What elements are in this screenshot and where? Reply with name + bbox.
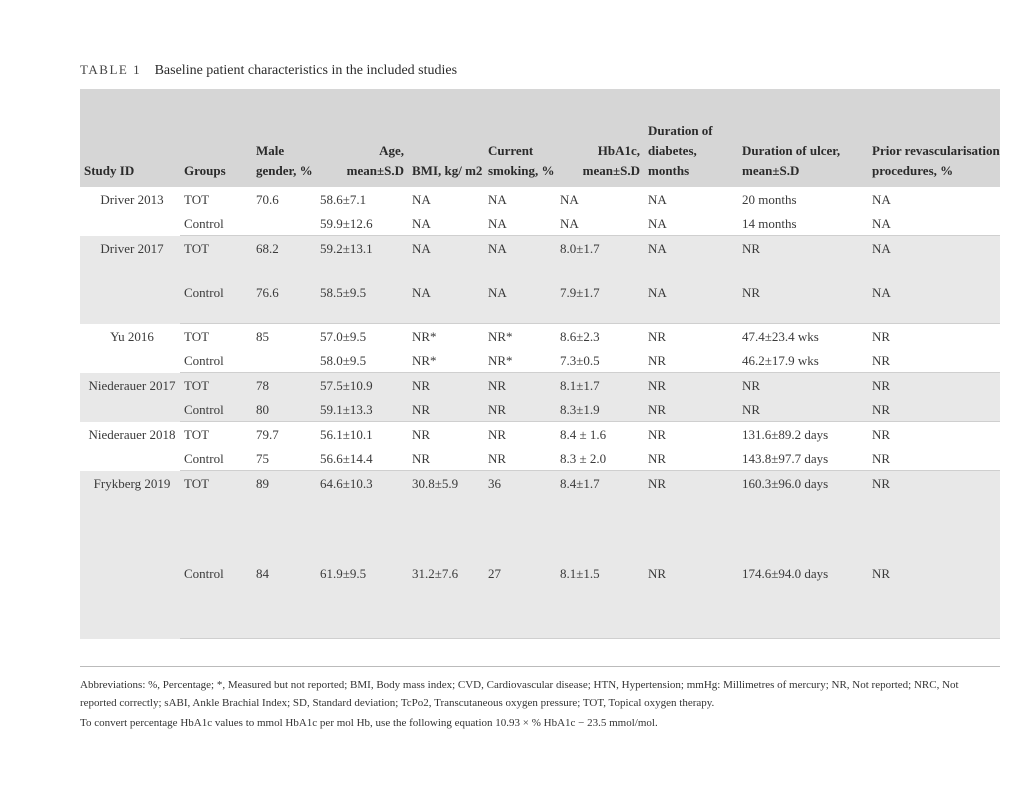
cell-group: Control bbox=[180, 348, 252, 373]
cell-male-gender bbox=[252, 348, 316, 373]
cell-diabetes-duration: NR bbox=[648, 427, 667, 442]
table-body bbox=[80, 187, 1000, 639]
cell-group: TOT bbox=[184, 192, 210, 207]
cell-revascularisation: NA bbox=[872, 192, 891, 207]
cell-study-id: Niederauer 2017 bbox=[88, 377, 176, 393]
cell-revascularisation: NR bbox=[872, 378, 891, 393]
cell-group: TOT bbox=[184, 241, 210, 256]
cell-diabetes-duration: NA bbox=[644, 211, 738, 236]
cell-revascularisation: NR bbox=[868, 397, 1000, 422]
table-label: TABLE 1 bbox=[80, 62, 142, 77]
cell-smoking: NR bbox=[484, 446, 556, 471]
cell-smoking: NR bbox=[488, 427, 507, 442]
cell-diabetes-duration: NR bbox=[644, 446, 738, 471]
cell-diabetes-duration: NR bbox=[644, 561, 738, 639]
cell-age: 59.2±13.1 bbox=[320, 241, 373, 256]
cell-diabetes-duration: NR bbox=[648, 476, 667, 491]
cell-hba1c: NA bbox=[556, 211, 644, 236]
cell-revascularisation: NA bbox=[872, 241, 891, 256]
footnote-abbreviations: Abbreviations: %, Percentage; *, Measured but not reported; BMI, Body mass index; CVD, Cardiovascular disease; HTN, Hypertension; mmHg: Millimetres of mercury; NR, Not reported; NRC, Not reported correctly; sABI, Ankle Brachial Index; SD, Standard deviation; TcPo2, Transcutaneous oxygen pressure; TOT, Topical oxygen therapy. bbox=[80, 679, 959, 709]
cell-diabetes-duration: NR bbox=[648, 329, 667, 344]
header-male-gender: Male gender, % bbox=[256, 143, 313, 178]
cell-age: 56.1±10.1 bbox=[320, 427, 373, 442]
cell-age: 56.6±14.4 bbox=[316, 446, 408, 471]
table-row bbox=[80, 397, 1000, 422]
cell-male-gender: 78 bbox=[256, 378, 269, 393]
cell-revascularisation: NR bbox=[868, 561, 1000, 639]
cell-hba1c: 7.3±0.5 bbox=[556, 348, 644, 373]
cell-ulcer-duration: NR bbox=[738, 280, 868, 324]
cell-ulcer-duration: 160.3±96.0 days bbox=[742, 476, 829, 491]
cell-revascularisation: NA bbox=[868, 211, 1000, 236]
table-row bbox=[80, 446, 1000, 471]
cell-smoking: NA bbox=[488, 192, 507, 207]
cell-age: 61.9±9.5 bbox=[316, 561, 408, 639]
cell-revascularisation: NA bbox=[868, 280, 1000, 324]
table-row bbox=[80, 471, 1000, 561]
cell-male-gender: 89 bbox=[256, 476, 269, 491]
cell-diabetes-duration: NR bbox=[644, 397, 738, 422]
cell-smoking: 36 bbox=[488, 476, 501, 491]
table-row bbox=[80, 280, 1000, 324]
cell-bmi: 30.8±5.9 bbox=[412, 476, 459, 491]
cell-smoking: NA bbox=[488, 241, 507, 256]
baseline-characteristics-table bbox=[80, 89, 1000, 639]
cell-ulcer-duration: 47.4±23.4 wks bbox=[742, 329, 819, 344]
cell-age: 58.6±7.1 bbox=[320, 192, 367, 207]
cell-bmi: NR bbox=[412, 378, 431, 393]
cell-group: Control bbox=[180, 397, 252, 422]
cell-male-gender: 79.7 bbox=[256, 427, 279, 442]
cell-revascularisation: NR bbox=[868, 348, 1000, 373]
cell-ulcer-duration: NR bbox=[742, 378, 761, 393]
cell-diabetes-duration: NA bbox=[648, 241, 667, 256]
header-row bbox=[80, 89, 1000, 187]
cell-bmi: NR bbox=[408, 446, 484, 471]
cell-group: TOT bbox=[184, 329, 210, 344]
cell-study-id: Yu 2016 bbox=[110, 328, 154, 344]
table-bottom-rule bbox=[80, 666, 1000, 667]
cell-group: Control bbox=[180, 561, 252, 639]
cell-study-id: Niederauer 2018 bbox=[88, 426, 176, 442]
cell-bmi: NA bbox=[408, 211, 484, 236]
cell-age: 57.0±9.5 bbox=[320, 329, 367, 344]
cell-ulcer-duration: NR bbox=[742, 241, 761, 256]
cell-bmi: NA bbox=[408, 280, 484, 324]
cell-male-gender: 75 bbox=[252, 446, 316, 471]
table-row bbox=[80, 348, 1000, 373]
header-groups: Groups bbox=[184, 163, 226, 178]
cell-smoking: NR bbox=[484, 397, 556, 422]
cell-diabetes-duration: NR bbox=[644, 348, 738, 373]
cell-hba1c: 8.1±1.7 bbox=[560, 378, 600, 393]
cell-diabetes-duration: NA bbox=[644, 280, 738, 324]
cell-male-gender bbox=[252, 211, 316, 236]
cell-male-gender: 76.6 bbox=[252, 280, 316, 324]
cell-smoking: NR bbox=[488, 378, 507, 393]
header-revascularisation: Prior revascularisation procedures, % bbox=[872, 143, 1000, 178]
cell-bmi: 31.2±7.6 bbox=[408, 561, 484, 639]
cell-group: TOT bbox=[184, 476, 210, 491]
cell-hba1c: 8.6±2.3 bbox=[560, 329, 600, 344]
cell-bmi: NA bbox=[412, 241, 431, 256]
header-age: Age, mean±S.D bbox=[346, 143, 404, 178]
header-smoking: Current smoking, % bbox=[488, 143, 555, 178]
cell-group: TOT bbox=[184, 427, 210, 442]
cell-group: Control bbox=[180, 211, 252, 236]
cell-hba1c: 7.9±1.7 bbox=[556, 280, 644, 324]
cell-male-gender: 84 bbox=[252, 561, 316, 639]
cell-smoking: NA bbox=[484, 211, 556, 236]
table-row bbox=[80, 324, 1000, 349]
cell-male-gender: 68.2 bbox=[256, 241, 279, 256]
cell-group: Control bbox=[180, 446, 252, 471]
header-bmi: BMI, kg/ m2 bbox=[412, 163, 483, 178]
cell-ulcer-duration: 143.8±97.7 days bbox=[738, 446, 868, 471]
cell-hba1c: 8.0±1.7 bbox=[560, 241, 600, 256]
cell-hba1c: 8.4 ± 1.6 bbox=[560, 427, 607, 442]
header-ulcer-duration: Duration of ulcer, mean±S.D bbox=[742, 143, 841, 178]
table-row bbox=[80, 561, 1000, 639]
footnote-conversion: To convert percentage HbA1c values to mmol HbA1c per mol Hb, use the following equation 10.93 × % HbA1c − 23.5 mmol/mol. bbox=[80, 717, 658, 729]
cell-ulcer-duration: 131.6±89.2 days bbox=[742, 427, 829, 442]
table-row bbox=[80, 236, 1000, 280]
cell-group: Control bbox=[180, 280, 252, 324]
cell-hba1c: 8.4±1.7 bbox=[560, 476, 600, 491]
cell-smoking: NA bbox=[484, 280, 556, 324]
cell-hba1c: 8.3 ± 2.0 bbox=[556, 446, 644, 471]
cell-study-id: Driver 2013 bbox=[100, 192, 164, 207]
cell-revascularisation: NR bbox=[872, 329, 891, 344]
cell-hba1c: 8.1±1.5 bbox=[556, 561, 644, 639]
header-study-id: Study ID bbox=[84, 163, 135, 178]
table-title: Baseline patient characteristics in the included studies bbox=[154, 63, 458, 78]
table-footnotes bbox=[80, 676, 980, 734]
cell-bmi: NR bbox=[412, 427, 431, 442]
cell-bmi: NR bbox=[408, 397, 484, 422]
cell-revascularisation: NR bbox=[868, 446, 1000, 471]
cell-ulcer-duration: 46.2±17.9 wks bbox=[738, 348, 868, 373]
cell-study-id: Frykberg 2019 bbox=[93, 475, 171, 491]
table-row bbox=[80, 422, 1000, 447]
cell-hba1c: 8.3±1.9 bbox=[556, 397, 644, 422]
cell-age: 59.1±13.3 bbox=[316, 397, 408, 422]
cell-smoking: NR* bbox=[484, 348, 556, 373]
cell-smoking: NR* bbox=[488, 329, 513, 344]
header-hba1c: HbA1c, mean±S.D bbox=[582, 143, 640, 178]
cell-age: 64.6±10.3 bbox=[320, 476, 373, 491]
cell-diabetes-duration: NA bbox=[648, 192, 667, 207]
cell-bmi: NA bbox=[412, 192, 431, 207]
table-row bbox=[80, 211, 1000, 236]
cell-diabetes-duration: NR bbox=[648, 378, 667, 393]
cell-ulcer-duration: 20 months bbox=[742, 192, 797, 207]
cell-ulcer-duration: 14 months bbox=[738, 211, 868, 236]
cell-age: 59.9±12.6 bbox=[316, 211, 408, 236]
cell-ulcer-duration: NR bbox=[738, 397, 868, 422]
header-diabetes-duration: Duration of diabetes, months bbox=[648, 123, 713, 178]
table-row bbox=[80, 187, 1000, 211]
cell-revascularisation: NR bbox=[872, 427, 891, 442]
cell-bmi: NR* bbox=[408, 348, 484, 373]
cell-bmi: NR* bbox=[412, 329, 437, 344]
table-caption bbox=[80, 62, 457, 79]
cell-age: 58.5±9.5 bbox=[316, 280, 408, 324]
cell-smoking: 27 bbox=[484, 561, 556, 639]
cell-male-gender: 70.6 bbox=[256, 192, 279, 207]
cell-group: TOT bbox=[184, 378, 210, 393]
cell-male-gender: 85 bbox=[256, 329, 269, 344]
cell-revascularisation: NR bbox=[872, 476, 891, 491]
cell-study-id: Driver 2017 bbox=[100, 240, 164, 256]
cell-hba1c: NA bbox=[560, 192, 579, 207]
cell-age: 58.0±9.5 bbox=[316, 348, 408, 373]
cell-age: 57.5±10.9 bbox=[320, 378, 373, 393]
cell-ulcer-duration: 174.6±94.0 days bbox=[738, 561, 868, 639]
cell-male-gender: 80 bbox=[252, 397, 316, 422]
table-row bbox=[80, 373, 1000, 398]
